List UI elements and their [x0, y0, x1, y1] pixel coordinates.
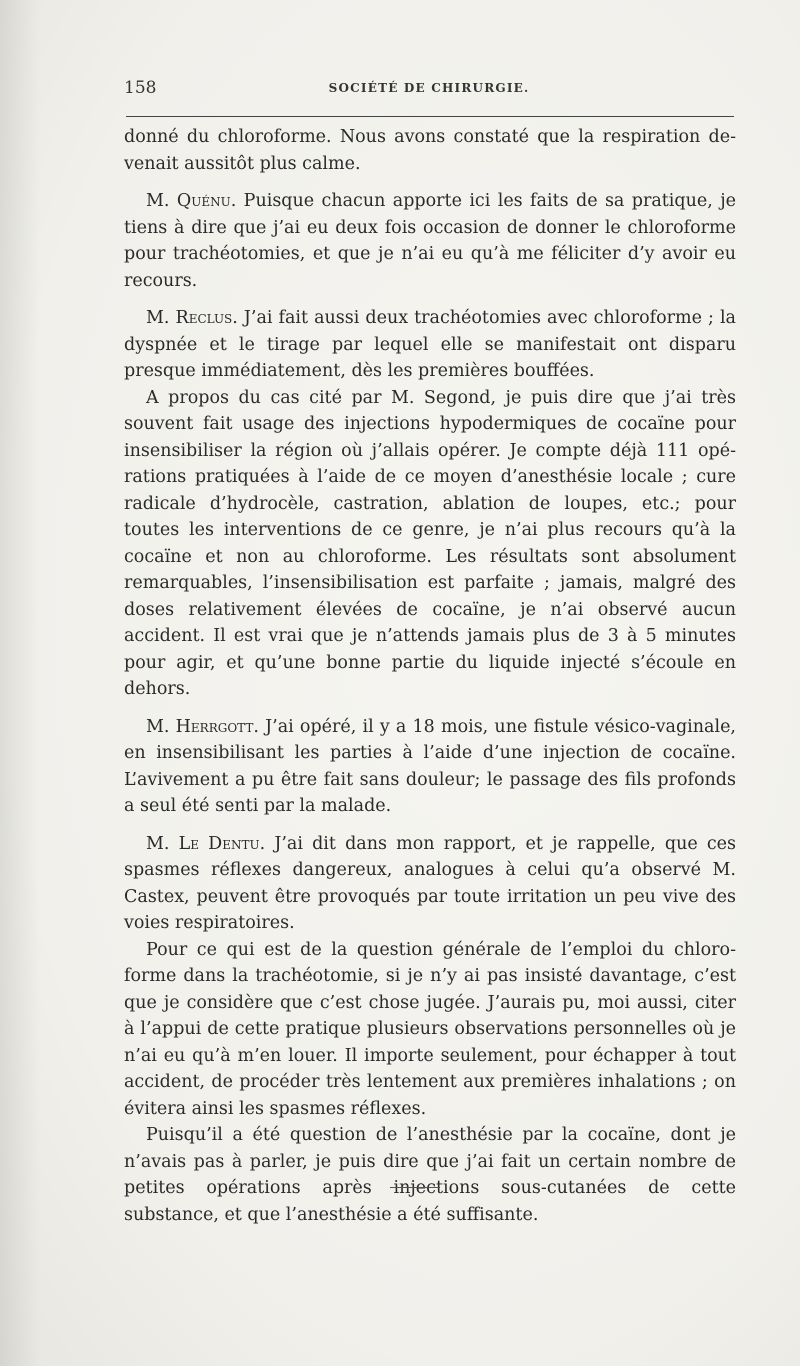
running-title: SOCIÉTÉ DE CHIRURGIE.	[328, 81, 530, 95]
body-text	[124, 124, 736, 1228]
paragraph-quenu	[124, 188, 736, 294]
paragraph-continuation	[124, 124, 736, 177]
paragraph-text: Puisqu’il a été question de l’anesthésie par la cocaïne, dont je n’avais pas à parler, je puis dire que j’ai fait un certain nombre de petites opérations après injections sous-cutanées de cette substance, et que l’anesthésie a été suffisante.	[124, 1125, 736, 1225]
paragraph-text: Pour ce qui est de la question générale de l’emploi du chloroforme dans la trachéotomie, si je n’y ai pas insisté davantage, c’est que je considère que c’est chose jugée. J’aurais pu, moi aussi, citer à l’appui de cette pratique plusieurs observations personnelles où je n’ai eu qu’à m’en louer. Il importe seulement, pour échapper à tout accident, de procéder très lentement aux premières inhalations ; on évitera ainsi les spasmes réflexes.	[124, 939, 736, 1119]
paragraph-text: donné du chloroforme. Nous avons constaté que la respiration devenait aussitôt plus calme.	[124, 127, 736, 174]
page-edge-shadow	[0, 0, 40, 1366]
paragraph-chloroform-question	[124, 937, 736, 1123]
paragraph-text: J’ai dit dans mon rapport, et je rappelle, que ces spasmes réflexes dangereux, analogues à celui qu’a observé M. Castex, peuvent être provoqués par toute irritation un peu vive des voies respiratoires.	[124, 833, 736, 933]
paragraph-text: Puisque chacun apporte ici les faits de sa pratique, je tiens à dire que j’ai eu deux fois occasion de donner le chloroforme pour trachéotomies, et que je n’ai eu qu’à me féliciter d’y avoir eu recours.	[124, 191, 736, 291]
paragraph-reclus	[124, 305, 736, 385]
page-header	[124, 78, 734, 102]
speaker-name: M. Reclus.	[146, 308, 238, 328]
paragraph-le-dentu	[124, 831, 736, 937]
paragraph-anesthesia-cocaine	[124, 1122, 736, 1228]
paragraph-text: A propos du cas cité par M. Segond, je puis dire que j’ai très souvent fait usage des injections hypodermiques de cocaïne pour insensibiliser la région où j’allais opérer. Je compte déjà 111 opérations pratiquées à l’aide de ce moyen d’anesthésie locale ; cure radicale d’hydrocèle, castration, ablation de loupes, etc.; pour toutes les interventions de ce genre, je n’ai plus recours qu’à la cocaïne et non au chloroforme. Les résultats sont absolument remarquables, l’insensibilisation est parfaite ; jamais, malgré des doses relativement élevées de cocaïne, je n’ai observé aucun accident. Il est vrai que je n’attends jamais plus de 3 à 5 minutes pour agir, et qu’une bonne partie du liquide injecté s’écoule en dehors.	[124, 387, 736, 699]
paragraph-cocaine	[124, 385, 736, 703]
end-rule	[390, 1187, 440, 1188]
paragraph-herrgott	[124, 714, 736, 820]
speaker-name: M. Herrgott.	[146, 716, 259, 737]
speaker-name: M. Le Dentu.	[146, 833, 266, 854]
speaker-name: M. Quénu.	[146, 191, 237, 211]
header-rule	[126, 116, 734, 117]
paragraph-text: J’ai opéré, il y a 18 mois, une fistule vésico-vaginale, en insensibilisant les parties à l’aide d’une injection de cocaïne. L’avivement a pu être fait sans douleur; le passage des fils profonds a seul été senti par la malade.	[124, 716, 736, 816]
page-number: 158	[124, 78, 157, 98]
paragraph-text: J’ai fait aussi deux trachéotomies avec chloroforme ; la dyspnée et le tirage par lequel elle se manifestait ont disparu presque immédiatement, dès les premières bouffées.	[124, 308, 736, 381]
